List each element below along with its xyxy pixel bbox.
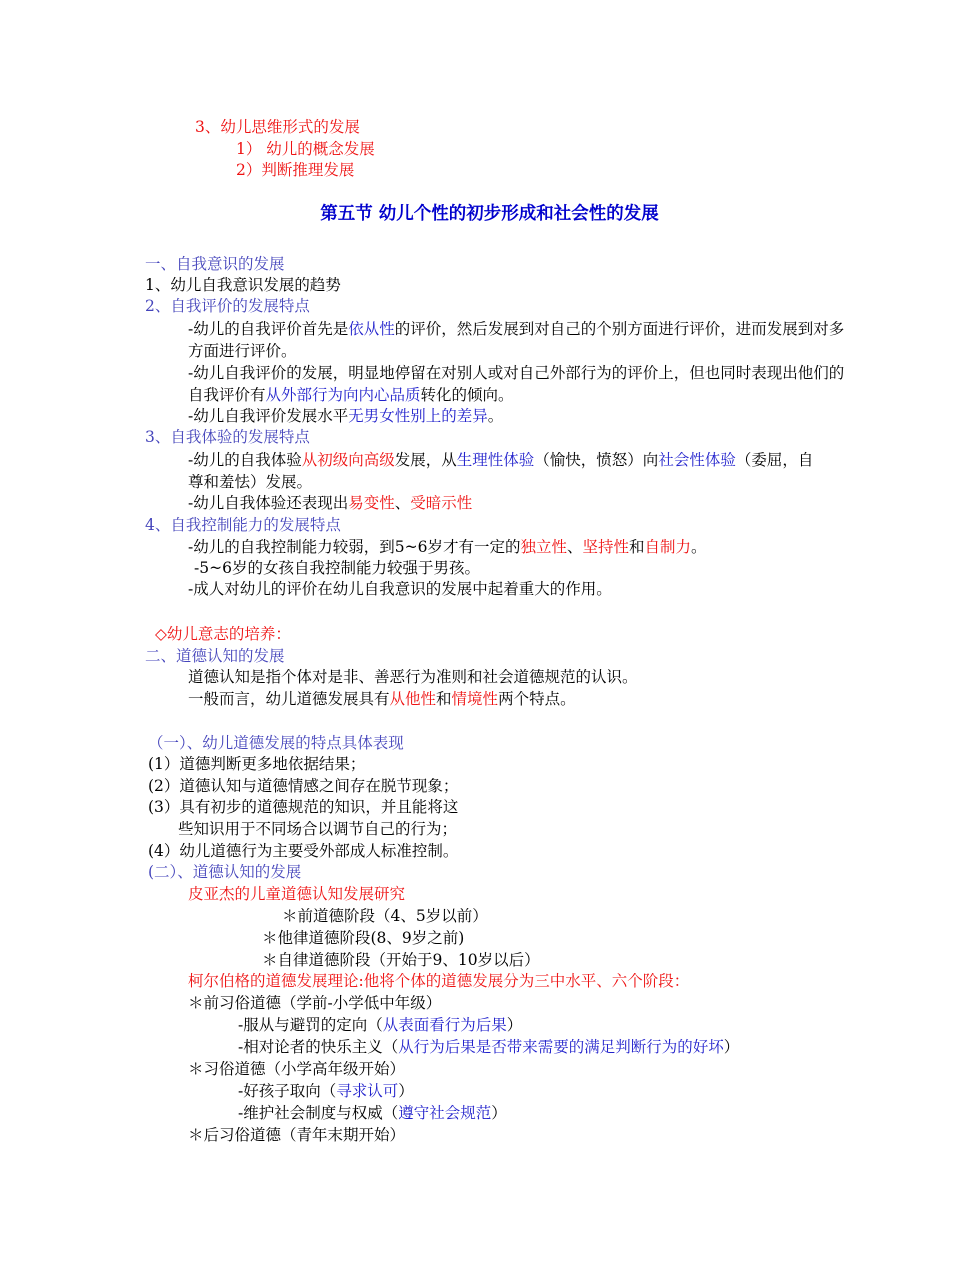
kohlberg-stage [238, 1037, 739, 1057]
highlight: 无男女性别上的差异 [348, 407, 488, 425]
paragraph-self-evaluation-2 [188, 362, 848, 406]
highlight: 从初级向高级 [301, 451, 395, 469]
list-item-continued: 些知识用于不同场合以调节自己的行为； [178, 820, 458, 838]
kohlberg-stage [238, 1081, 414, 1101]
item-self-control: 4、自我控制能力的发展特点 [145, 516, 341, 534]
item-self-evaluation: 2、自我评价的发展特点 [145, 297, 310, 315]
subheading-moral-development: (二）、道德认知的发展 [148, 863, 302, 881]
piaget-stage: ＊自律道德阶段（开始于9、10岁以后） [262, 951, 540, 969]
list-item: (4）幼儿道德行为主要受外部成人标准控制。 [148, 842, 459, 860]
paragraph-self-control-3: -成人对幼儿的评价在幼儿自我意识的发展中起着重大的作用。 [188, 580, 612, 598]
text: -幼儿自我评价发展水平 [188, 407, 349, 425]
moral-definition: 道德认知是指个体对是非、善恶行为准则和社会道德规范的认识。 [188, 668, 638, 686]
text: -幼儿的自我体验 [188, 451, 302, 469]
text: （委屈，自尊和羞怯）发展。 [188, 451, 814, 491]
kohlberg-level: ＊后习俗道德（青年末期开始） [188, 1126, 406, 1144]
text: ） [491, 1104, 507, 1122]
highlight: 依从性 [348, 320, 395, 338]
kohlberg-heading: 柯尔伯格的道德发展理论:他将个体的道德发展分为三中水平、六个阶段： [188, 972, 690, 990]
text: 两个特点。 [498, 690, 576, 708]
highlight: 寻求认可 [336, 1082, 399, 1100]
piaget-stage: ＊他律道德阶段(8、9岁之前) [262, 929, 465, 947]
paragraph-self-experience-2 [188, 493, 472, 513]
text: 一般而言，幼儿道德发展具有 [188, 690, 390, 708]
highlight: 受暗示性 [410, 494, 473, 512]
text: -幼儿自我体验还表现出 [188, 494, 349, 512]
text: ） [398, 1082, 414, 1100]
paragraph-self-experience-1 [188, 449, 828, 493]
highlight: 从表面看行为后果 [382, 1016, 507, 1034]
text: -维护社会制度与权威（ [238, 1104, 399, 1122]
heading-moral-cognition: 二、道德认知的发展 [145, 647, 285, 665]
text: ） [506, 1016, 523, 1034]
moral-characteristics [188, 689, 576, 709]
highlight: 自制力 [644, 538, 692, 556]
highlight: 从行为后果是否带来需要的满足判断行为的好坏 [398, 1038, 724, 1056]
text: -幼儿自我评价的发展，明显地停留在对别人或对自己外部行为的评价上，但也同时表现出他们的自我评价有 [188, 364, 845, 404]
list-item: (1）道德判断更多地依据结果； [148, 755, 366, 773]
item-self-experience: 3、自我体验的发展特点 [145, 428, 310, 446]
text: -幼儿的自我评价首先是 [188, 320, 349, 338]
text: 转化的倾向。 [420, 386, 514, 404]
highlight: 遵守社会规范 [398, 1104, 492, 1122]
text: 和 [436, 690, 452, 708]
text: -幼儿的自我控制能力较弱，到5~6岁才有一定的 [188, 538, 521, 556]
highlight: 独立性 [520, 538, 567, 556]
kohlberg-level: ＊前习俗道德（学前-小学低中年级） [188, 994, 442, 1012]
paragraph-self-control-1 [188, 537, 707, 557]
heading-self-awareness: 一、自我意识的发展 [145, 255, 285, 273]
highlight: 从他性 [389, 690, 437, 708]
piaget-stage: ＊前道德阶段（4、5岁以前） [282, 907, 488, 925]
text: 的评价，然后发展到对自己的个别方面进行评价，进而发展到对多方面进行评价。 [188, 320, 845, 360]
text: ） [723, 1038, 740, 1056]
piaget-heading: 皮亚杰的儿童道德认知发展研究 [188, 885, 406, 903]
highlight: 情境性 [451, 690, 499, 708]
item-trend: 1、幼儿自我意识发展的趋势 [145, 276, 341, 294]
text: -相对论者的快乐主义（ [238, 1038, 399, 1056]
kohlberg-stage [238, 1103, 507, 1123]
list-item: (2）道德认知与道德情感之间存在脱节现象； [148, 777, 459, 795]
text: 和 [629, 538, 645, 556]
text: 。 [691, 538, 707, 556]
subheading-moral-features: （一）、幼儿道德发展的特点具体表现 [148, 734, 404, 752]
highlight: 易变性 [348, 494, 395, 512]
paragraph-self-evaluation-1 [188, 318, 848, 362]
subsection-reasoning: 2）判断推理发展 [236, 161, 355, 179]
text: 、 [394, 494, 411, 512]
text: 。 [487, 407, 504, 425]
page-title: 第五节 幼儿个性的初步形成和社会性的发展 [320, 204, 659, 224]
highlight: 从外部行为向内心品质 [265, 386, 421, 404]
highlight: 生理性体验 [456, 451, 535, 469]
subsection-concept: 1） 幼儿的概念发展 [236, 140, 375, 158]
kohlberg-stage [238, 1015, 522, 1035]
text: 发展，从 [394, 451, 457, 469]
highlight: 坚持性 [582, 538, 629, 556]
highlight: 社会性体验 [658, 451, 736, 469]
text: -好孩子取向（ [238, 1082, 337, 1100]
section-heading-thinking: 3、幼儿思维形式的发展 [195, 118, 360, 136]
text: 、 [566, 538, 583, 556]
text: -服从与避罚的定向（ [238, 1016, 383, 1034]
kohlberg-level: ＊习俗道德（小学高年级开始） [188, 1060, 406, 1078]
paragraph-self-evaluation-3 [188, 406, 503, 426]
text: （愉快，愤怒）向 [534, 451, 659, 469]
list-item: (3）具有初步的道德规范的知识，并且能将这 [148, 798, 459, 816]
will-heading: ◇幼儿意志的培养： [155, 625, 291, 643]
paragraph-self-control-2: -5~6岁的女孩自我控制能力较强于男孩。 [194, 559, 480, 577]
